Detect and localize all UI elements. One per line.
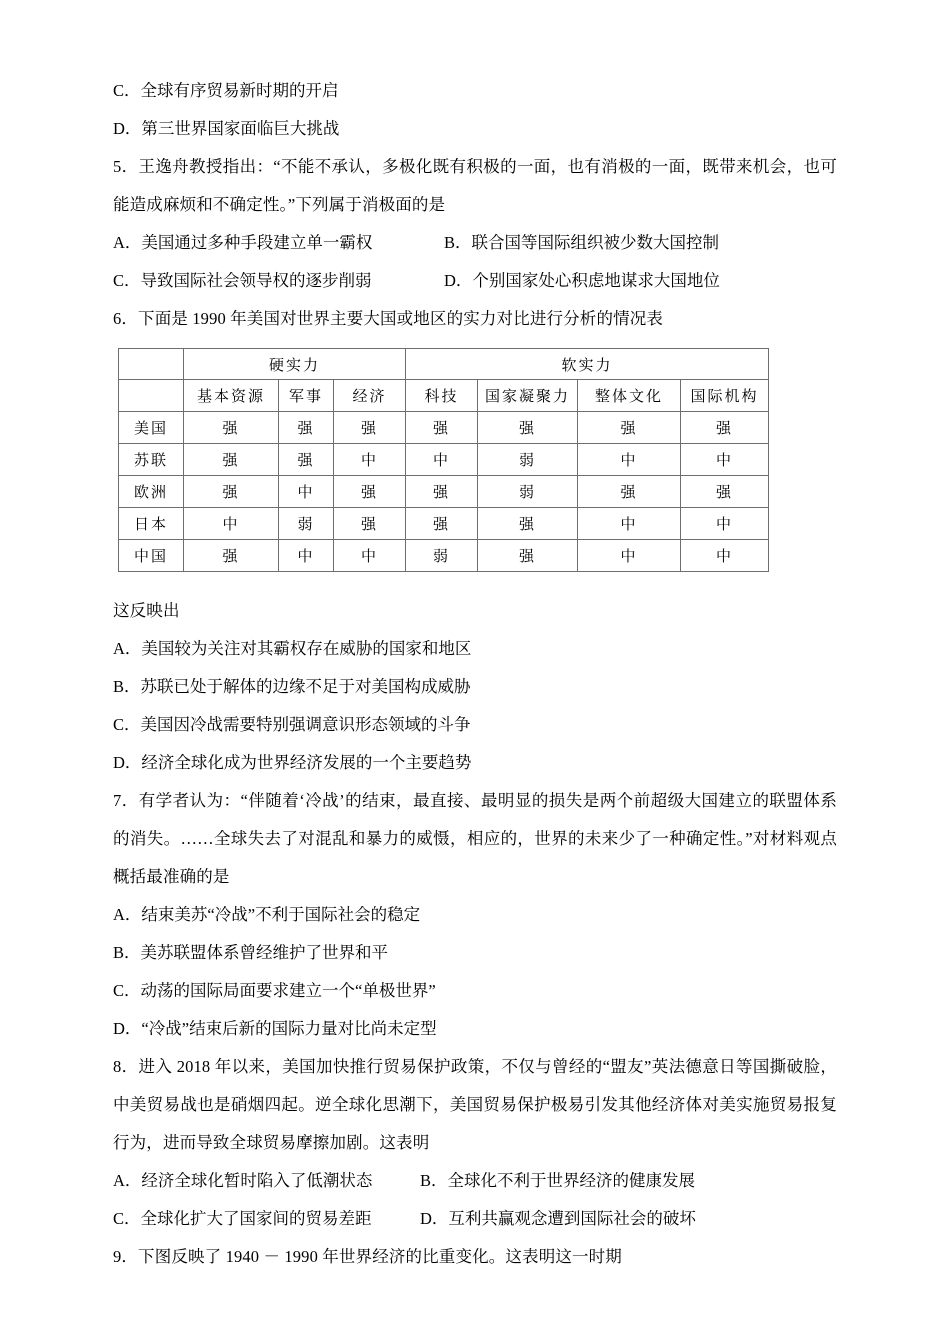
table-cell: 弱 (406, 540, 478, 572)
option-text: 美苏联盟体系曾经维护了世界和平 (140, 943, 389, 962)
table-col-header: 整体文化 (578, 380, 681, 412)
table-cell: 弱 (279, 508, 334, 540)
option-row (113, 110, 837, 148)
table-cell: 中 (578, 444, 681, 476)
option-label: D． (113, 753, 142, 772)
option-text: 联合国等国际组织被少数大国控制 (471, 233, 720, 252)
option-label: A． (113, 905, 142, 924)
table-cell: 弱 (478, 444, 578, 476)
table-cell: 强 (279, 412, 334, 444)
table-row (119, 508, 769, 540)
option-cell (420, 1200, 696, 1238)
table-cell: 中 (681, 508, 769, 540)
table-group-header-hard: 硬实力 (184, 349, 406, 380)
option-label: A． (113, 639, 142, 658)
question-6-lead-in: 这反映出 (113, 601, 180, 620)
option-text: “冷战”结束后新的国际力量对比尚未定型 (141, 1019, 437, 1038)
table-cell: 强 (478, 508, 578, 540)
table-cell: 强 (406, 508, 478, 540)
question-stem-8: 8．进入 2018 年以来，美国加快推行贸易保护政策，不仅与曾经的“盟友”英法德意日等国撕破脸，中美贸易战也是硝烟四起。逆全球化思潮下，美国贸易保护极易引发其他经济体对美实施贸易报复行为，进而导致全球贸易摩擦加剧。这表明 (113, 1057, 837, 1152)
table-cell: 中 (681, 444, 769, 476)
power-comparison-table-wrapper (113, 348, 837, 572)
table-cell: 强 (184, 412, 279, 444)
option-label: B． (113, 943, 141, 962)
table-row-label: 美国 (119, 412, 184, 444)
option-row (113, 1162, 837, 1200)
option-text: 经济全球化暂时陷入了低潮状态 (141, 1171, 373, 1190)
table-cell: 强 (334, 412, 406, 444)
option-row (113, 896, 837, 934)
table-row (119, 540, 769, 572)
option-label: A． (113, 1171, 142, 1190)
table-col-header: 基本资源 (184, 380, 279, 412)
table-cell: 中 (578, 540, 681, 572)
option-label: C． (113, 81, 141, 100)
option-row (113, 972, 837, 1010)
table-corner-cell (119, 349, 184, 380)
option-text: 苏联已处于解体的边缘不足于对美国构成威胁 (140, 677, 471, 696)
table-row (119, 412, 769, 444)
question-stem-5: 5．王逸舟教授指出：“不能不承认，多极化既有积极的一面，也有消极的一面，既带来机会，也可能造成麻烦和不确定性。”下列属于消极面的是 (113, 157, 837, 214)
table-cell: 中 (681, 540, 769, 572)
table-cell: 中 (406, 444, 478, 476)
table-cell: 强 (184, 540, 279, 572)
option-label: B． (420, 1171, 448, 1190)
table-cell: 强 (578, 476, 681, 508)
table-group-header-soft: 软实力 (406, 349, 769, 380)
option-text: 个别国家处心积虑地谋求大国地位 (472, 271, 720, 290)
table-row-label: 日本 (119, 508, 184, 540)
option-row (113, 934, 837, 972)
table-row-label: 欧洲 (119, 476, 184, 508)
spacer (113, 578, 837, 592)
option-label: A． (113, 233, 142, 252)
option-row (113, 668, 837, 706)
option-text: 全球有序贸易新时期的开启 (140, 81, 339, 100)
option-row (113, 1200, 837, 1238)
table-cell: 强 (279, 444, 334, 476)
table-cell: 中 (334, 444, 406, 476)
option-cell (420, 1162, 695, 1200)
table-col-header: 经济 (334, 380, 406, 412)
table-col-header: 军事 (279, 380, 334, 412)
option-row (113, 72, 837, 110)
table-cell: 中 (334, 540, 406, 572)
option-row (113, 630, 837, 668)
table-cell: 强 (184, 476, 279, 508)
option-label: C． (113, 1209, 141, 1228)
option-label: B． (113, 677, 141, 696)
option-row (113, 706, 837, 744)
option-label: D． (113, 1019, 142, 1038)
option-row (113, 224, 837, 262)
table-cell: 强 (681, 412, 769, 444)
question-stem-7: 7．有学者认为：“伴随着‘冷战’的结束，最直接、最明显的损失是两个前超级大国建立的联盟体系的消失。……全球失去了对混乱和暴力的威慑，相应的，世界的未来少了一种确定性。”对材料观点概括最准确的是 (113, 791, 837, 886)
table-col-header: 科技 (406, 380, 478, 412)
table-cell: 强 (406, 412, 478, 444)
option-label: C． (113, 715, 141, 734)
option-text: 全球化扩大了国家间的贸易差距 (140, 1209, 372, 1228)
table-corner-cell-2 (119, 380, 184, 412)
table-cell: 强 (184, 444, 279, 476)
table-col-header: 国家凝聚力 (478, 380, 578, 412)
table-cell: 强 (578, 412, 681, 444)
option-text: 美国较为关注对其霸权存在威胁的国家和地区 (141, 639, 472, 658)
table-cell: 中 (279, 540, 334, 572)
option-text: 动荡的国际局面要求建立一个“单极世界” (140, 981, 436, 1000)
option-text: 经济全球化成为世界经济发展的一个主要趋势 (141, 753, 472, 772)
table-row (119, 476, 769, 508)
table-cell: 强 (478, 412, 578, 444)
table-cell: 强 (478, 540, 578, 572)
table-column-header-row (119, 380, 769, 412)
option-label: C． (113, 981, 141, 1000)
option-label: D． (420, 1209, 449, 1228)
table-group-header-row (119, 349, 769, 380)
option-text: 第三世界国家面临巨大挑战 (141, 119, 340, 138)
option-text: 美国因冷战需要特别强调意识形态领域的斗争 (140, 715, 471, 734)
option-text: 结束美苏“冷战”不利于国际社会的稳定 (141, 905, 421, 924)
table-cell: 强 (406, 476, 478, 508)
power-comparison-table (118, 348, 769, 572)
question-stem-6: 6．下面是 1990 年美国对世界主要大国或地区的实力对比进行分析的情况表 (113, 309, 664, 328)
option-row (113, 262, 837, 300)
option-text: 全球化不利于世界经济的健康发展 (447, 1171, 696, 1190)
table-cell: 强 (681, 476, 769, 508)
page-content (113, 72, 837, 1276)
table-cell: 强 (334, 508, 406, 540)
option-label: B． (444, 233, 472, 252)
table-cell: 中 (184, 508, 279, 540)
table-row (119, 444, 769, 476)
option-label: D． (444, 271, 473, 290)
option-row (113, 1010, 837, 1048)
table-cell: 中 (578, 508, 681, 540)
option-label: D． (113, 119, 142, 138)
table-cell: 弱 (478, 476, 578, 508)
table-cell: 中 (279, 476, 334, 508)
option-row (113, 744, 837, 782)
table-col-header: 国际机构 (681, 380, 769, 412)
table-row-label: 中国 (119, 540, 184, 572)
option-cell (444, 262, 720, 300)
option-label: C． (113, 271, 141, 290)
question-stem-9: 9．下图反映了 1940 － 1990 年世界经济的比重变化。这表明这一时期 (113, 1247, 622, 1266)
option-text: 互利共赢观念遭到国际社会的破坏 (448, 1209, 696, 1228)
option-text: 美国通过多种手段建立单一霸权 (141, 233, 373, 252)
option-cell (444, 224, 719, 262)
option-text: 导致国际社会领导权的逐步削弱 (140, 271, 372, 290)
table-row-label: 苏联 (119, 444, 184, 476)
table-cell: 强 (334, 476, 406, 508)
